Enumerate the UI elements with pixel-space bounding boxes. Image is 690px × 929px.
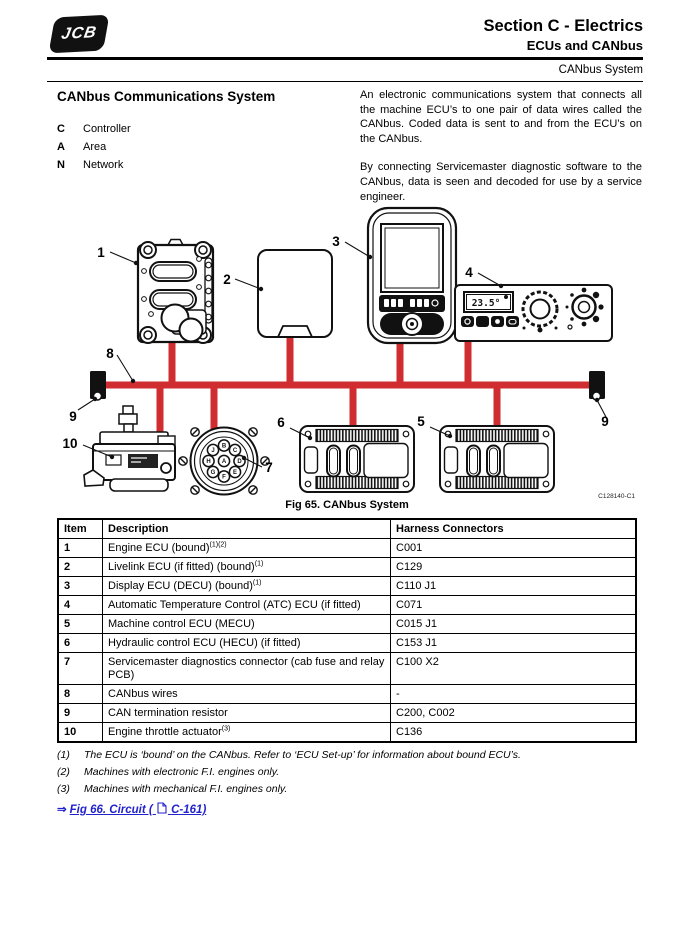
footnotes: [57, 747, 637, 798]
item-number: 2: [58, 558, 103, 577]
item-number: 9: [58, 704, 103, 723]
pin-label: D: [237, 459, 242, 465]
link-page-ref: C-161): [171, 804, 207, 816]
item-number: 7: [58, 653, 103, 685]
table-row: [58, 634, 636, 653]
acronym-row-c: [57, 123, 131, 135]
item-number: 1: [58, 539, 103, 558]
col-header-description: Description: [103, 519, 391, 539]
pin-label: B: [221, 443, 227, 450]
acronym-row-a: [57, 141, 106, 153]
link-label: Fig 66. Circuit (: [69, 804, 153, 816]
breadcrumb: CANbus System: [558, 64, 643, 76]
item-number: 4: [58, 596, 103, 615]
callout-9-left: 9: [69, 409, 77, 424]
livelink-ecu-drawing: [258, 250, 332, 337]
item-connector: C001: [391, 539, 637, 558]
item-description: Engine ECU (bound)$^{(1)(2)}$: [103, 539, 391, 558]
acronym-word: Network: [83, 159, 124, 171]
engine-ecu-drawing: [138, 240, 213, 344]
col-header-item: Item: [58, 519, 103, 539]
item-description: Servicemaster diagnostics connector (cab fuse and relay PCB): [103, 653, 391, 685]
table-row: [58, 723, 636, 743]
acronym-word: Area: [83, 141, 107, 153]
item-connector: C015 J1: [391, 615, 637, 634]
footnote-3: (3) Machines with mechanical F.I. engines only.: [57, 783, 288, 795]
atc-display-value: 23.5°: [471, 298, 501, 309]
figure-66-link[interactable]: [57, 802, 206, 816]
item-number: 3: [58, 577, 103, 596]
item-connector: C136: [391, 723, 637, 743]
canbus-diagram: [0, 195, 690, 500]
item-connector: C110 J1: [391, 577, 637, 596]
item-connector: C129: [391, 558, 637, 577]
diagnostics-connector-drawing: [179, 428, 269, 495]
section-title: Section C - Electrics: [483, 17, 643, 35]
mecu-drawing: [440, 426, 554, 492]
table-header-row: [58, 519, 636, 539]
acronym-word: Controller: [83, 123, 131, 135]
footnote-1: (1) The ECU is ‘bound’ on the CANbus. Refer to ‘ECU Set-up’ for information about bound ECU’s.: [57, 749, 521, 761]
pin-label: G: [210, 470, 216, 476]
termination-resistor-left: [90, 371, 106, 400]
callout-6: 6: [277, 415, 285, 430]
section-subtitle: ECUs and CANbus: [526, 38, 643, 53]
item-connector: -: [391, 685, 637, 704]
pin-label: J: [211, 448, 215, 454]
intro-paragraph-2: By connecting Servicemaster diagnostic software to the CANbus, data is seen and decoded for use by a service engineer.: [360, 161, 642, 203]
intro-paragraph-1: An electronic communications system that connects all the machine ECU’s to one pair of data wires called the CANbus. Coded data is sent to and from the ECU’s on the CANbus.: [360, 89, 642, 145]
harness-connector-table: [57, 518, 637, 743]
callout-4: 4: [465, 265, 473, 280]
table-row: [58, 558, 636, 577]
item-description: Automatic Temperature Control (ATC) ECU (if fitted): [103, 596, 391, 615]
callout-5: 5: [417, 414, 425, 429]
header-rule-thin: [47, 81, 643, 82]
page-icon: [157, 802, 167, 814]
item-description: Engine throttle actuator$^{(3)}$: [103, 723, 391, 743]
termination-resistor-right: [589, 371, 605, 400]
item-connector: C153 J1: [391, 634, 637, 653]
pin-label: C: [232, 448, 238, 454]
item-description: Hydraulic control ECU (HECU) (if fitted): [103, 634, 391, 653]
callout-2: 2: [223, 272, 231, 287]
acronym-letter: N: [57, 159, 65, 171]
table-row: [58, 596, 636, 615]
table-row: [58, 577, 636, 596]
jcb-logo-text: JCB: [59, 24, 99, 43]
display-ecu-drawing: [368, 208, 456, 343]
item-number: 8: [58, 685, 103, 704]
callout-1: 1: [97, 245, 105, 260]
table-row: [58, 685, 636, 704]
item-connector: C071: [391, 596, 637, 615]
pin-label: F: [222, 474, 226, 481]
callout-10: 10: [62, 436, 78, 451]
callout-7: 7: [265, 460, 273, 475]
acronym-row-n: [57, 159, 123, 171]
item-connector: C200, C002: [391, 704, 637, 723]
pin-label: A: [221, 459, 227, 465]
item-description: CANbus wires: [103, 685, 391, 704]
callout-8: 8: [106, 346, 114, 361]
item-connector: C100 X2: [391, 653, 637, 685]
col-header-connectors: Harness Connectors: [391, 519, 637, 539]
acronym-letter: C: [57, 123, 65, 135]
link-arrow-icon: ⇒: [57, 804, 67, 816]
acronym-letter: A: [57, 141, 65, 153]
item-description: CAN termination resistor: [103, 704, 391, 723]
pin-label: E: [232, 470, 238, 476]
table-row: [58, 615, 636, 634]
callout-3: 3: [332, 234, 340, 249]
item-description: Display ECU (DECU) (bound)$^{(1)}$: [103, 577, 391, 596]
table-row: [58, 704, 636, 723]
table-row: [58, 653, 636, 685]
table-row: [58, 539, 636, 558]
atc-ecu-drawing: [455, 285, 612, 341]
item-description: Livelink ECU (if fitted) (bound)$^{(1)}$: [103, 558, 391, 577]
item-number: 10: [58, 723, 103, 743]
figure-caption: Fig 65. CANbus System: [285, 499, 409, 511]
page-title: CANbus Communications System: [57, 89, 276, 104]
hecu-drawing: [300, 426, 414, 492]
header-rule-thick: [47, 57, 643, 60]
drawing-reference: C128140-C1: [598, 493, 635, 500]
canbus-wire: [98, 337, 598, 435]
item-number: 5: [58, 615, 103, 634]
footnote-2: (2) Machines with electronic F.I. engines only.: [57, 766, 280, 778]
item-description: Machine control ECU (MECU): [103, 615, 391, 634]
jcb-logo: [49, 15, 110, 54]
callout-9-right: 9: [601, 414, 609, 429]
pin-label: H: [206, 459, 211, 465]
item-number: 6: [58, 634, 103, 653]
